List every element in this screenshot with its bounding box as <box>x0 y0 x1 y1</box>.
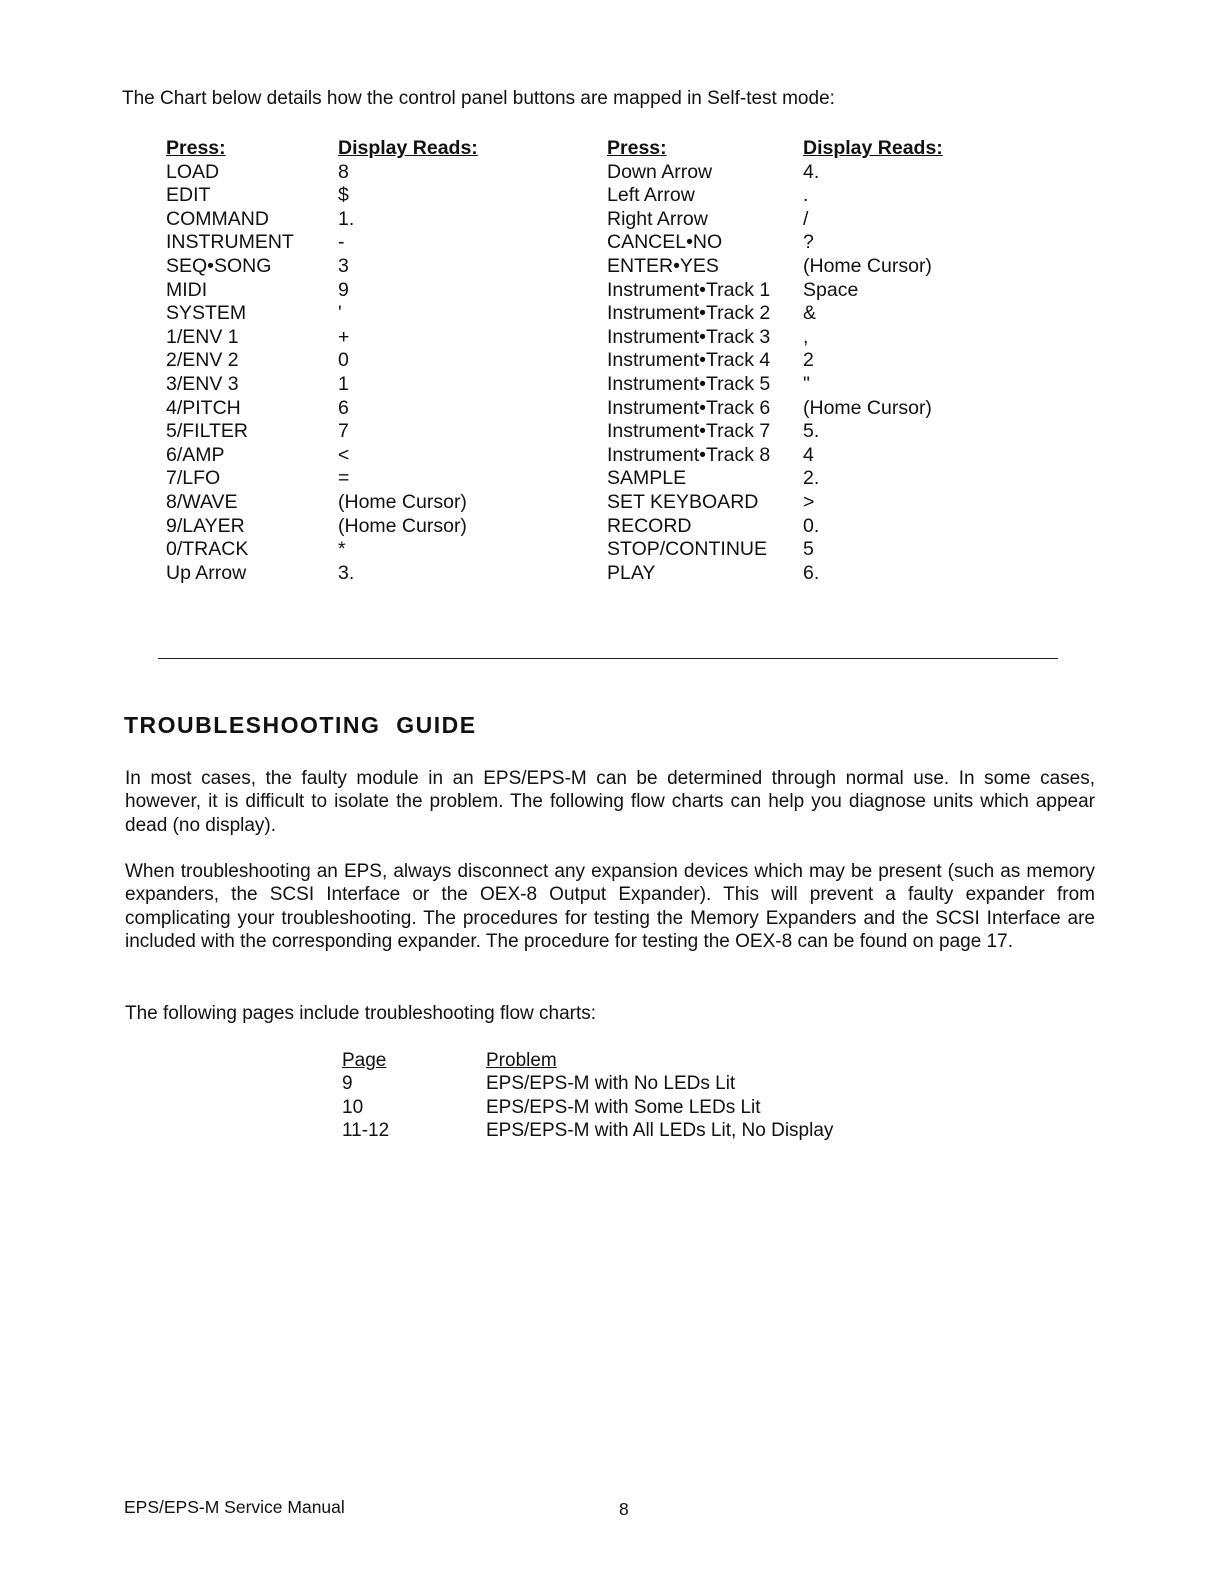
display-cell: & <box>803 302 817 325</box>
display-cell: (Home Cursor) <box>803 396 932 419</box>
display-cell: " <box>803 372 810 395</box>
problem-cell: EPS/EPS-M with Some LEDs Lit <box>486 1096 761 1118</box>
button-map-row <box>607 467 943 491</box>
press-cell: Instrument•Track 8 <box>607 443 771 466</box>
flow-chart-header <box>342 1049 833 1072</box>
button-map-row <box>607 562 943 586</box>
display-cell: (Home Cursor) <box>338 490 467 513</box>
press-cell: Instrument•Track 6 <box>607 396 771 419</box>
press-cell: Up Arrow <box>166 561 247 584</box>
press-cell: EDIT <box>166 184 211 207</box>
display-cell: 5 <box>803 538 814 561</box>
button-map-row <box>166 279 478 303</box>
button-map-row <box>166 231 478 255</box>
press-cell: PLAY <box>607 561 656 584</box>
press-cell: 0/TRACK <box>166 538 249 561</box>
press-cell: 4/PITCH <box>166 396 241 419</box>
press-cell: SAMPLE <box>607 467 687 490</box>
flow-chart-row <box>342 1072 833 1095</box>
button-map-row <box>166 302 478 326</box>
button-map-row <box>166 184 478 208</box>
button-map-left-table <box>166 137 478 585</box>
display-cell: 4. <box>803 160 820 183</box>
button-map-row <box>166 373 478 397</box>
display-cell: $ <box>338 184 349 207</box>
display-cell: (Home Cursor) <box>338 514 467 537</box>
press-cell: Instrument•Track 4 <box>607 349 771 372</box>
button-map-row <box>166 515 478 539</box>
press-cell: 2/ENV 2 <box>166 349 239 372</box>
button-map-row <box>607 538 943 562</box>
press-cell: INSTRUMENT <box>166 231 294 254</box>
display-cell: ' <box>338 302 342 325</box>
button-map-row <box>166 562 478 586</box>
button-map-row <box>607 491 943 515</box>
button-map-header <box>166 137 478 161</box>
display-cell: 2. <box>803 467 820 490</box>
display-cell: , <box>803 325 809 348</box>
display-cell: 8 <box>338 160 349 183</box>
press-cell: 6/AMP <box>166 443 225 466</box>
press-cell: SET KEYBOARD <box>607 490 759 513</box>
flow-chart-row <box>342 1096 833 1119</box>
button-map-row <box>166 326 478 350</box>
display-cell: 3 <box>338 254 349 277</box>
press-cell: ENTER•YES <box>607 254 719 277</box>
press-cell: Left Arrow <box>607 184 695 207</box>
button-map-row <box>166 538 478 562</box>
button-map-row <box>166 349 478 373</box>
display-cell: 4 <box>803 443 814 466</box>
press-cell: Instrument•Track 7 <box>607 420 771 443</box>
button-map-right-table <box>607 137 943 585</box>
press-cell: 1/ENV 1 <box>166 325 239 348</box>
button-map-row <box>607 184 943 208</box>
press-header: Press: <box>607 137 667 159</box>
page-header: Page <box>342 1050 387 1071</box>
button-map-row <box>607 161 943 185</box>
display-cell: 1. <box>338 207 355 230</box>
page-cell: 10 <box>342 1096 364 1118</box>
footer-page-number: 8 <box>619 1499 629 1519</box>
press-cell: 7/LFO <box>166 467 221 490</box>
problem-cell: EPS/EPS-M with All LEDs Lit, No Display <box>486 1120 834 1142</box>
press-cell: RECORD <box>607 514 692 537</box>
button-map-row <box>607 444 943 468</box>
button-map-row <box>166 397 478 421</box>
display-cell: / <box>803 207 809 230</box>
footer-manual-title: EPS/EPS-M Service Manual <box>124 1497 345 1517</box>
press-header: Press: <box>166 137 226 159</box>
press-cell: Instrument•Track 5 <box>607 372 771 395</box>
display-cell: > <box>803 490 815 513</box>
press-cell: 8/WAVE <box>166 490 238 513</box>
press-cell: Right Arrow <box>607 207 708 230</box>
press-cell: 5/FILTER <box>166 420 248 443</box>
button-map-row <box>607 349 943 373</box>
button-map-row <box>607 231 943 255</box>
display-cell: 6 <box>338 396 349 419</box>
display-cell: 0 <box>338 349 349 372</box>
button-map-row <box>166 420 478 444</box>
press-cell: SYSTEM <box>166 302 247 325</box>
paragraph-intro: In most cases, the faulty module in an EPS/EPS-M can be determined through normal use. In some cases, however, it is difficult to isolate the problem. The following flow charts can help you diagnose units which appear dead (no display). <box>125 768 1095 836</box>
page-cell: 11-12 <box>342 1120 390 1142</box>
press-cell: MIDI <box>166 278 208 301</box>
section-title: TROUBLESHOOTING GUIDE <box>124 712 477 738</box>
problem-header: Problem <box>486 1050 557 1071</box>
paragraph-disconnect: When troubleshooting an EPS, always disconnect any expansion devices which may be present (such as memory expanders, the SCSI Interface or the OEX-8 Output Expander). This will prevent a faulty expander from complicating your troubleshooting. The procedures for testing the Memory Expanders and the SCSI Interface are included with the corresponding expander. The procedure for testing the OEX-8 can be found on page 17. <box>125 861 1095 952</box>
display-cell: 5. <box>803 420 820 443</box>
button-map-row <box>607 373 943 397</box>
display-cell: 6. <box>803 561 820 584</box>
button-map-row <box>166 467 478 491</box>
intro-text: The Chart below details how the control panel buttons are mapped in Self-test mode: <box>122 88 835 109</box>
press-cell: 9/LAYER <box>166 514 245 537</box>
button-map-row <box>166 161 478 185</box>
button-map-row <box>607 255 943 279</box>
button-map-row <box>607 279 943 303</box>
display-cell: . <box>803 184 809 207</box>
press-cell: 3/ENV 3 <box>166 372 239 395</box>
flow-chart-table <box>342 1049 833 1143</box>
press-cell: STOP/CONTINUE <box>607 538 767 561</box>
button-map-row <box>607 326 943 350</box>
press-cell: LOAD <box>166 160 220 183</box>
button-map-row <box>166 444 478 468</box>
button-map-row <box>166 491 478 515</box>
display-cell: ? <box>803 231 814 254</box>
display-cell: 7 <box>338 420 349 443</box>
display-cell: 0. <box>803 514 820 537</box>
button-map-header <box>607 137 943 161</box>
display-cell: < <box>338 443 350 466</box>
section-divider <box>158 658 1058 659</box>
flow-chart-row <box>342 1119 833 1142</box>
press-cell: SEQ•SONG <box>166 254 272 277</box>
display-cell: 2 <box>803 349 814 372</box>
button-map-row <box>607 515 943 539</box>
display-cell: = <box>338 467 350 490</box>
display-cell: * <box>338 538 346 561</box>
button-map-row <box>166 208 478 232</box>
display-cell: 9 <box>338 278 349 301</box>
display-cell: Space <box>803 278 859 301</box>
display-cell: - <box>338 231 345 254</box>
button-map-row <box>607 208 943 232</box>
button-map-row <box>607 302 943 326</box>
display-cell: (Home Cursor) <box>803 254 932 277</box>
button-map-row <box>607 397 943 421</box>
problem-cell: EPS/EPS-M with No LEDs Lit <box>486 1073 736 1095</box>
display-cell: 3. <box>338 561 355 584</box>
display-header: Display Reads: <box>803 137 943 159</box>
button-map-row <box>607 420 943 444</box>
press-cell: Instrument•Track 1 <box>607 278 771 301</box>
display-header: Display Reads: <box>338 137 478 159</box>
button-map-row <box>166 255 478 279</box>
page-cell: 9 <box>342 1073 353 1095</box>
press-cell: Instrument•Track 3 <box>607 325 771 348</box>
press-cell: CANCEL•NO <box>607 231 723 254</box>
press-cell: COMMAND <box>166 207 269 230</box>
paragraph-flow-charts: The following pages include troubleshooting flow charts: <box>125 1003 597 1024</box>
press-cell: Down Arrow <box>607 160 713 183</box>
display-cell: + <box>338 325 350 348</box>
display-cell: 1 <box>338 372 349 395</box>
press-cell: Instrument•Track 2 <box>607 302 771 325</box>
